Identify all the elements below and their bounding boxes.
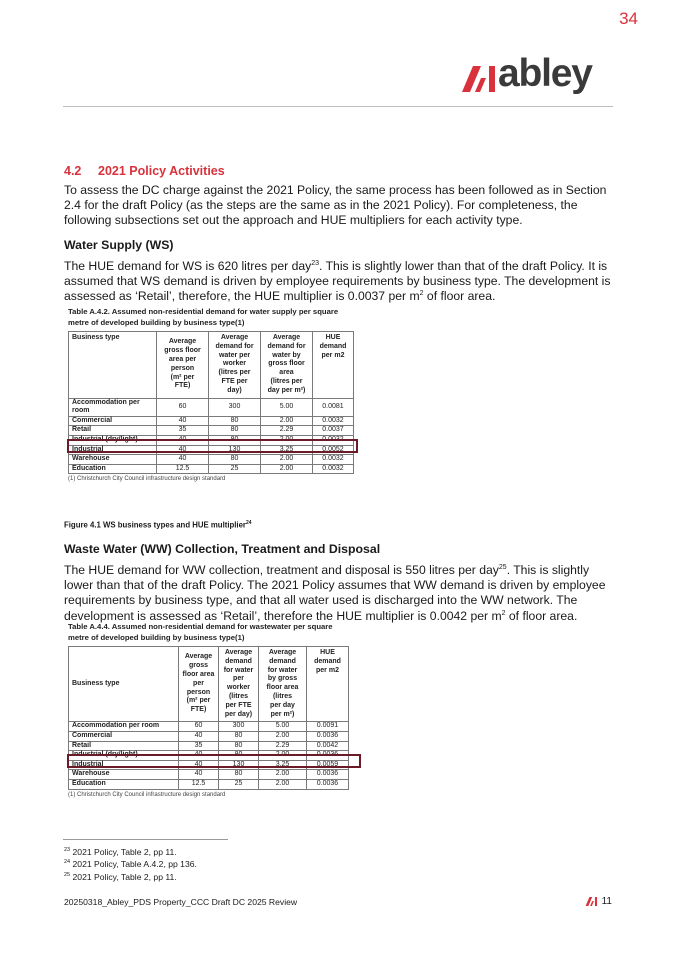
value-cell: 0.0059 xyxy=(307,760,349,770)
business-type-cell: Commercial xyxy=(69,731,179,741)
value-cell: 0.0036 xyxy=(307,731,349,741)
value-cell: 5.00 xyxy=(259,722,307,732)
value-cell: 25 xyxy=(209,464,261,474)
value-cell: 2.00 xyxy=(261,416,313,426)
value-cell: 2.00 xyxy=(259,751,307,761)
value-cell: 130 xyxy=(209,445,261,455)
value-cell: 80 xyxy=(219,741,259,751)
value-cell: 2.00 xyxy=(261,435,313,445)
value-cell: 35 xyxy=(179,741,219,751)
ww-paragraph: The HUE demand for WW collection, treatment and disposal is 550 litres per day$^{25}$. This is slightly lower than that of the draft Policy. The 2021 Policy assumes that WW demand is driven by employee requirements by business type, and that all water used is discharged into the WW network. The development is assessed as ‘Retail’, therefore the HUE multiplier is 0.0042 per $m^2$ of floor area. xyxy=(64,563,606,623)
value-cell: 12.5 xyxy=(179,779,219,789)
ws-retail-highlight xyxy=(67,439,358,453)
business-type-cell: Accommodation per room xyxy=(69,398,157,416)
value-cell: 0.0032 xyxy=(313,455,354,465)
table-row xyxy=(69,416,354,426)
col-hue-demand: HUE demand per m2 xyxy=(307,647,349,722)
footnotes xyxy=(64,845,197,882)
section-title: 2021 Policy Activities xyxy=(98,164,225,178)
table-row xyxy=(69,731,349,741)
col-business-type: Business type xyxy=(69,647,179,722)
footnote-item: $^{25}$ 2021 Policy, Table 2, pp 11. xyxy=(64,871,177,882)
table-row xyxy=(69,398,354,416)
intro-paragraph: To assess the DC charge against the 2021 Policy, the same process has been followed as in Section 2.4 for the draft Policy (as the steps are the same as in the 2021 Policy). For completeness, the following subsections set out the approach and HUE multipliers for each activity type. xyxy=(64,183,607,228)
col-demand-per-worker: Average demand for water per worker (litres per FTE per day) xyxy=(209,332,261,399)
col-hue-demand: HUE demand per m2 xyxy=(313,332,354,399)
table-row xyxy=(69,741,349,751)
table-row xyxy=(69,779,349,789)
col-floor-area: Average gross floor area per person (m² per FTE) xyxy=(157,332,209,399)
value-cell: 80 xyxy=(209,416,261,426)
ws-table-note: (1) Christchurch City Council infrastructure design standard xyxy=(68,476,226,483)
value-cell: 0.0042 xyxy=(307,741,349,751)
footnote-item: $^{24}$ 2021 Policy, Table A.4.2, pp 136. xyxy=(64,859,197,870)
value-cell: 0.0032 xyxy=(313,435,354,445)
ws-table-title: Table A.4.2. Assumed non-residential demand for water supply per square metre of developed building by business type(1) xyxy=(68,307,339,327)
value-cell: 2.00 xyxy=(261,455,313,465)
business-type-cell: Commercial xyxy=(69,416,157,426)
section-number: 4.2 xyxy=(64,164,82,178)
ww-table-title: Table A.4.4. Assumed non-residential demand for wastewater per square metre of developed building by business type(1) xyxy=(68,622,333,642)
col-demand-by-area: Average demand for water by gross floor area (litres per day per m²) xyxy=(259,647,307,722)
table-header-row xyxy=(69,332,354,399)
logo-text: abley xyxy=(498,52,592,95)
ww-heading: Waste Water (WW) Collection, Treatment and Disposal xyxy=(64,542,381,556)
ws-paragraph: The HUE demand for WS is 620 litres per day$^{23}$. This is slightly lower than that of the draft Policy. It is assumed that WS demand is driven by employee requirements by business type. The development is assessed as ‘Retail’, therefore, the HUE multiplier is 0.0037 per $m^2$ of floor area. xyxy=(64,259,611,304)
value-cell: 2.00 xyxy=(261,464,313,474)
value-cell: 80 xyxy=(209,426,261,436)
footer-page xyxy=(585,896,612,907)
value-cell: 40 xyxy=(157,435,209,445)
value-cell: 60 xyxy=(179,722,219,732)
business-type-cell: Industrial xyxy=(69,445,157,455)
value-cell: 2.00 xyxy=(259,770,307,780)
table-row xyxy=(69,464,354,474)
business-type-cell: Industrial xyxy=(69,760,179,770)
table-header-row xyxy=(69,647,349,722)
business-type-cell: Education xyxy=(69,464,157,474)
figure-caption: Figure 4.1 WS business types and HUE multiplier$^{24}$ xyxy=(64,520,252,530)
value-cell: 2.29 xyxy=(261,426,313,436)
business-type-cell: Retail xyxy=(69,426,157,436)
abley-mark-icon xyxy=(585,897,598,906)
col-demand-per-worker: Average demand for water per worker (litres per FTE per day) xyxy=(219,647,259,722)
value-cell: 35 xyxy=(157,426,209,436)
value-cell: 0.0091 xyxy=(307,722,349,732)
ww-table-note: (1) Christchurch City Council infrastructure design standard xyxy=(68,791,226,798)
value-cell: 25 xyxy=(219,779,259,789)
footnote-ref-25[interactable]: 25 xyxy=(498,563,507,571)
table-row xyxy=(69,722,349,732)
value-cell: 80 xyxy=(209,435,261,445)
business-type-cell: Industrial (dry/light) xyxy=(69,751,179,761)
value-cell: 2.29 xyxy=(259,741,307,751)
value-cell: 0.0081 xyxy=(313,398,354,416)
header-divider xyxy=(63,106,613,107)
value-cell: 40 xyxy=(179,770,219,780)
section-heading xyxy=(64,164,225,178)
value-cell: 40 xyxy=(179,751,219,761)
footnote-divider xyxy=(63,839,228,840)
value-cell: 40 xyxy=(157,416,209,426)
value-cell: 40 xyxy=(179,731,219,741)
value-cell: 80 xyxy=(219,731,259,741)
ws-heading: Water Supply (WS) xyxy=(64,238,174,252)
value-cell: 80 xyxy=(219,751,259,761)
value-cell: 0.0032 xyxy=(313,416,354,426)
value-cell: 5.00 xyxy=(261,398,313,416)
ws-table-image xyxy=(68,307,354,482)
abley-logo xyxy=(462,52,592,96)
value-cell: 60 xyxy=(157,398,209,416)
value-cell: 3.25 xyxy=(259,760,307,770)
value-cell: 80 xyxy=(219,770,259,780)
business-type-cell: Warehouse xyxy=(69,770,179,780)
value-cell: 0.0037 xyxy=(313,426,354,436)
business-type-cell: Warehouse xyxy=(69,455,157,465)
value-cell: 0.0036 xyxy=(307,751,349,761)
col-demand-by-area: Average demand for water by gross floor area (litres per day per m²) xyxy=(261,332,313,399)
business-type-cell: Education xyxy=(69,779,179,789)
value-cell: 2.00 xyxy=(259,731,307,741)
footnote-ref-23[interactable]: 23 xyxy=(311,259,320,267)
table-row xyxy=(69,426,354,436)
value-cell: 0.0052 xyxy=(313,445,354,455)
value-cell: 300 xyxy=(219,722,259,732)
value-cell: 0.0036 xyxy=(307,770,349,780)
business-type-cell: Industrial (dry/light) xyxy=(69,435,157,445)
value-cell: 80 xyxy=(209,455,261,465)
value-cell: 40 xyxy=(157,445,209,455)
ww-hue-table xyxy=(68,646,349,790)
abley-logo-mark-icon xyxy=(462,66,496,92)
value-cell: 40 xyxy=(179,760,219,770)
table-row xyxy=(69,770,349,780)
value-cell: 300 xyxy=(209,398,261,416)
value-cell: 12.5 xyxy=(157,464,209,474)
footer-document-name: 20250318_Abley_PDS Property_CCC Draft DC 2025 Review xyxy=(64,897,298,907)
business-type-cell: Accommodation per room xyxy=(69,722,179,732)
col-business-type: Business type xyxy=(69,332,157,399)
page-number: 34 xyxy=(619,9,638,28)
table-row xyxy=(69,455,354,465)
footnote-item: $^{23}$ 2021 Policy, Table 2, pp 11. xyxy=(64,846,177,857)
footer-page-number: 11 xyxy=(601,896,612,907)
value-cell: 0.0032 xyxy=(313,464,354,474)
ww-retail-highlight xyxy=(67,754,361,768)
value-cell: 3.25 xyxy=(261,445,313,455)
business-type-cell: Retail xyxy=(69,741,179,751)
value-cell: 130 xyxy=(219,760,259,770)
col-floor-area: Average gross floor area per person (m² per FTE) xyxy=(179,647,219,722)
value-cell: 2.00 xyxy=(259,779,307,789)
ww-table-image xyxy=(68,622,349,798)
value-cell: 40 xyxy=(157,455,209,465)
value-cell: 0.0036 xyxy=(307,779,349,789)
